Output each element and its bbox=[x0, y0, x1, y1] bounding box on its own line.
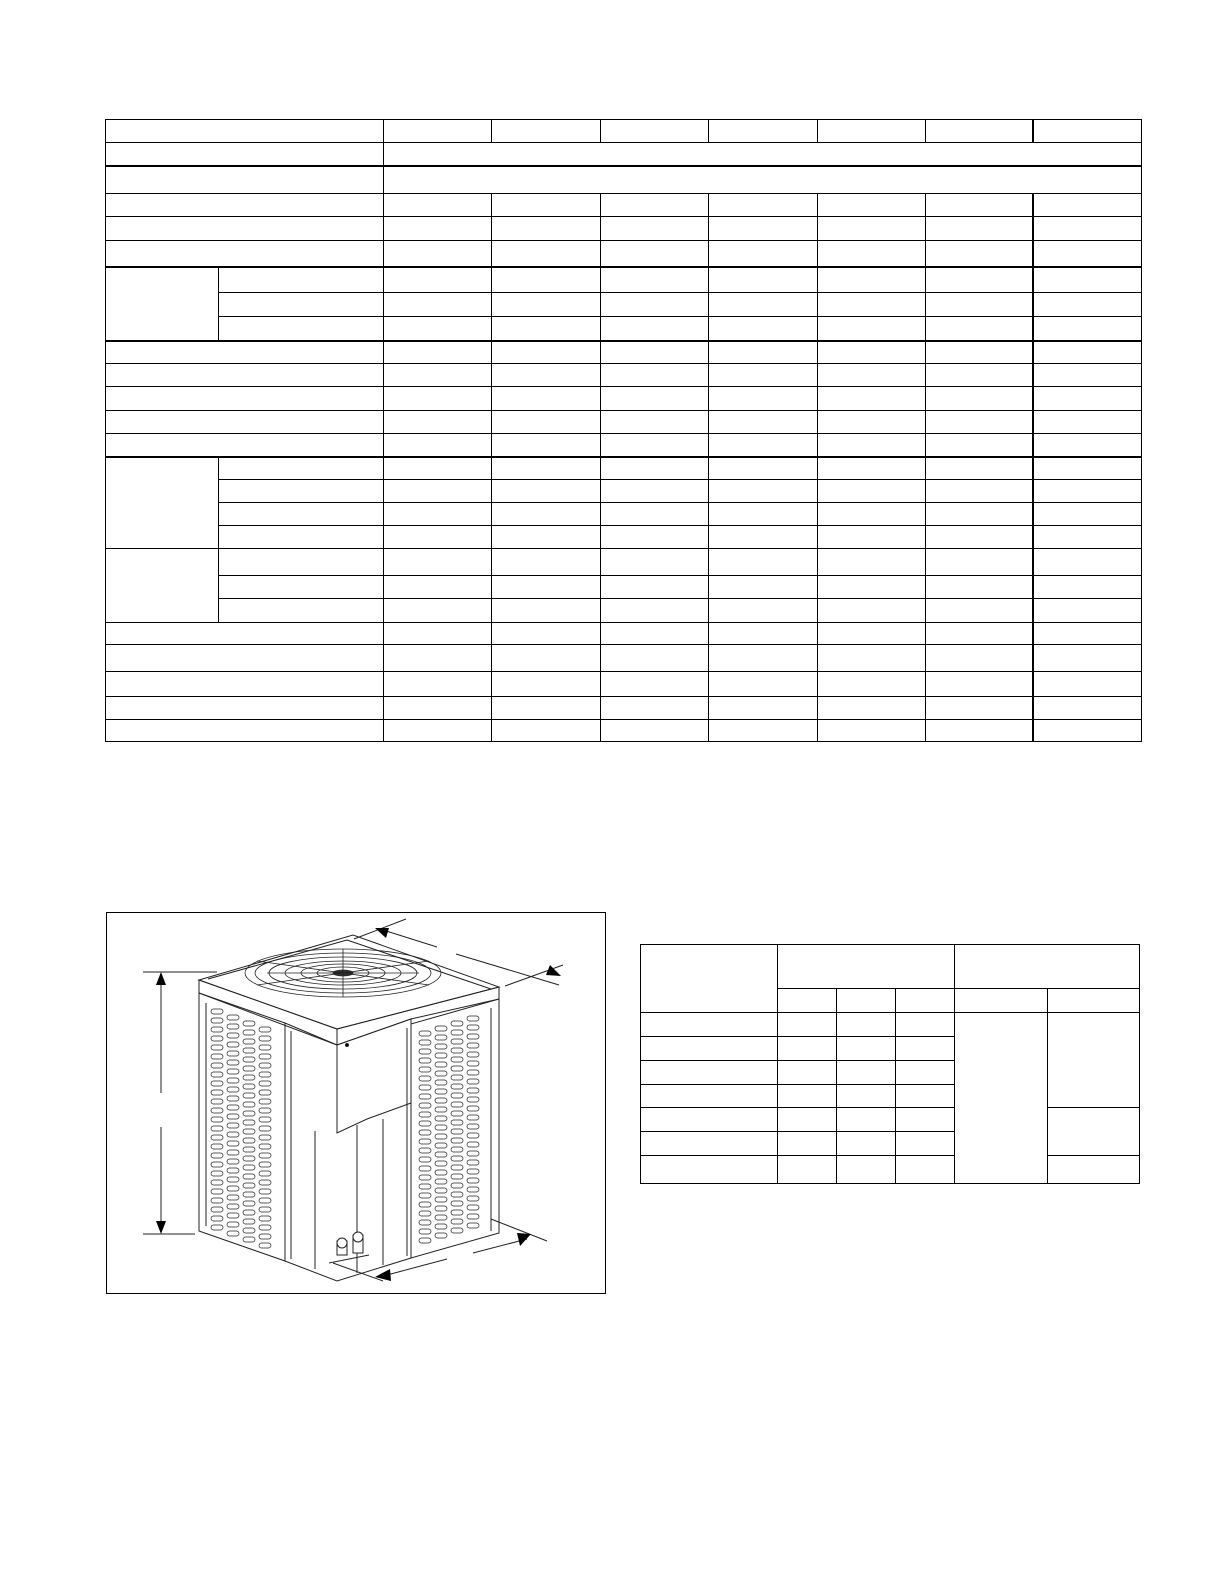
coil-louver bbox=[451, 1147, 463, 1152]
row-divider bbox=[641, 1155, 954, 1156]
coil-louver bbox=[467, 1079, 479, 1084]
row-divider bbox=[218, 316, 1141, 317]
coil-louver bbox=[227, 1123, 239, 1128]
row-divider bbox=[641, 1084, 954, 1085]
coil-louver bbox=[451, 1057, 463, 1062]
coil-louver bbox=[227, 1132, 239, 1137]
service-valve-icon bbox=[329, 1232, 369, 1263]
coil-louver bbox=[451, 1030, 463, 1035]
coil-louver bbox=[467, 1043, 479, 1048]
row-divider bbox=[106, 216, 1141, 217]
coil-louver bbox=[419, 1031, 431, 1036]
column-divider bbox=[1032, 120, 1034, 142]
row-divider bbox=[106, 266, 1141, 268]
group-label-divider bbox=[218, 268, 219, 342]
coil-louver bbox=[243, 1174, 255, 1179]
coil-louver bbox=[419, 1229, 431, 1234]
coil-louver bbox=[419, 1103, 431, 1108]
coil-louver bbox=[419, 1040, 431, 1045]
coil-louver bbox=[259, 1099, 271, 1104]
coil-louver bbox=[227, 1051, 239, 1056]
coil-louver bbox=[243, 1156, 255, 1161]
coil-louver bbox=[243, 1048, 255, 1053]
coil-louver bbox=[435, 1152, 447, 1157]
condenser-unit-drawing bbox=[107, 913, 607, 1295]
column-divider bbox=[1032, 193, 1034, 741]
row-divider bbox=[106, 622, 1141, 623]
coil-louver bbox=[211, 1144, 223, 1149]
coil-louver bbox=[467, 1160, 479, 1165]
top-cover bbox=[199, 935, 499, 1045]
label-column-divider bbox=[383, 120, 384, 741]
coil-louver bbox=[227, 1060, 239, 1065]
coil-louver bbox=[211, 1090, 223, 1095]
coil-louver bbox=[435, 1233, 447, 1238]
coil-louver bbox=[211, 1072, 223, 1077]
coil-louver bbox=[211, 1108, 223, 1113]
coil-louver bbox=[243, 1201, 255, 1206]
coil-louver bbox=[419, 1202, 431, 1207]
service-panel bbox=[285, 1019, 411, 1281]
coil-louver bbox=[211, 1171, 223, 1176]
coil-louver bbox=[243, 1039, 255, 1044]
coil-louver bbox=[227, 1168, 239, 1173]
coil-louver bbox=[243, 1093, 255, 1098]
coil-louver bbox=[243, 1138, 255, 1143]
coil-louver bbox=[435, 1179, 447, 1184]
coil-louver bbox=[243, 1084, 255, 1089]
coil-louver bbox=[451, 1183, 463, 1188]
coil-louver bbox=[451, 1111, 463, 1116]
coil-louver bbox=[467, 1034, 479, 1039]
coil-louver bbox=[259, 1126, 271, 1131]
coil-louver bbox=[451, 1210, 463, 1215]
coil-louver bbox=[243, 1102, 255, 1107]
row-divider bbox=[641, 1131, 954, 1132]
coil-louver bbox=[435, 1053, 447, 1058]
coil-louver bbox=[451, 1084, 463, 1089]
coil-louver bbox=[451, 1192, 463, 1197]
coil-louver bbox=[467, 1223, 479, 1228]
row-divider bbox=[641, 1060, 954, 1061]
coil-louver bbox=[419, 1076, 431, 1081]
row-divider bbox=[106, 671, 1141, 672]
coil-louver bbox=[451, 1102, 463, 1107]
row-divider bbox=[106, 340, 1141, 342]
coil-louver bbox=[243, 1183, 255, 1188]
coil-louver bbox=[243, 1228, 255, 1233]
coil-louver bbox=[451, 1219, 463, 1224]
coil-louver bbox=[451, 1039, 463, 1044]
coil-louver bbox=[435, 1044, 447, 1049]
row-divider bbox=[218, 575, 1141, 576]
coil-louver bbox=[467, 1151, 479, 1156]
fan-grille-icon bbox=[245, 949, 441, 997]
row-divider bbox=[641, 1107, 954, 1108]
unit-dimension-figure bbox=[106, 912, 606, 1294]
coil-louver bbox=[467, 1169, 479, 1174]
coil-louver bbox=[435, 1143, 447, 1148]
coil-louver bbox=[467, 1196, 479, 1201]
coil-louver bbox=[435, 1026, 447, 1031]
row-divider bbox=[218, 525, 1141, 526]
coil-louver bbox=[259, 1045, 271, 1050]
coil-louver bbox=[259, 1027, 271, 1032]
coil-louver bbox=[419, 1184, 431, 1189]
coil-louver bbox=[243, 1192, 255, 1197]
coil-louver bbox=[211, 1225, 223, 1230]
coil-louver bbox=[451, 1120, 463, 1125]
coil-louver bbox=[259, 1171, 271, 1176]
coil-louver bbox=[259, 1135, 271, 1140]
coil-louver bbox=[451, 1093, 463, 1098]
header-divider bbox=[777, 988, 1139, 989]
column-divider bbox=[708, 120, 709, 142]
coil-louver bbox=[419, 1166, 431, 1171]
coil-louver bbox=[243, 1030, 255, 1035]
row-divider bbox=[106, 240, 1141, 241]
coil-louver bbox=[435, 1035, 447, 1040]
coil-louver bbox=[259, 1090, 271, 1095]
coil-louver bbox=[467, 1205, 479, 1210]
coil-louver bbox=[435, 1224, 447, 1229]
coil-louver bbox=[419, 1130, 431, 1135]
coil-louver bbox=[227, 1141, 239, 1146]
coil-louver bbox=[419, 1148, 431, 1153]
right-coil-panel bbox=[411, 999, 499, 1258]
column-divider bbox=[708, 193, 709, 741]
coil-louver bbox=[259, 1144, 271, 1149]
coil-louver bbox=[259, 1243, 271, 1248]
coil-louver bbox=[435, 1188, 447, 1193]
coil-louver bbox=[211, 1207, 223, 1212]
coil-louver bbox=[451, 1165, 463, 1170]
coil-louver bbox=[227, 1195, 239, 1200]
column-divider bbox=[954, 945, 955, 1183]
coil-louver bbox=[211, 1036, 223, 1041]
row-divider bbox=[106, 644, 1141, 645]
coil-louver bbox=[435, 1206, 447, 1211]
column-divider bbox=[817, 120, 818, 142]
row-divider bbox=[641, 1012, 1139, 1013]
row-divider bbox=[106, 386, 1141, 387]
coil-louver bbox=[259, 1036, 271, 1041]
coil-louver bbox=[259, 1072, 271, 1077]
coil-louver bbox=[467, 1025, 479, 1030]
coil-louver bbox=[259, 1054, 271, 1059]
coil-louver bbox=[419, 1085, 431, 1090]
coil-louver bbox=[211, 1018, 223, 1023]
coil-louver bbox=[419, 1193, 431, 1198]
coil-louver bbox=[435, 1080, 447, 1085]
dimensions-table bbox=[640, 944, 1140, 1184]
coil-louver bbox=[467, 1178, 479, 1183]
coil-louver bbox=[419, 1175, 431, 1180]
coil-louver bbox=[451, 1021, 463, 1026]
coil-louver bbox=[419, 1049, 431, 1054]
coil-louver bbox=[211, 1117, 223, 1122]
coil-louver bbox=[467, 1124, 479, 1129]
column-divider bbox=[817, 193, 818, 741]
row-divider bbox=[218, 479, 1141, 480]
row-divider bbox=[218, 292, 1141, 293]
coil-louver bbox=[211, 1153, 223, 1158]
coil-louver bbox=[451, 1228, 463, 1233]
coil-louver bbox=[211, 1054, 223, 1059]
coil-louver bbox=[227, 1069, 239, 1074]
coil-louver bbox=[211, 1198, 223, 1203]
column-divider bbox=[491, 193, 492, 741]
coil-louver bbox=[419, 1094, 431, 1099]
coil-louver bbox=[227, 1015, 239, 1020]
row-divider bbox=[106, 433, 1141, 434]
coil-louver bbox=[259, 1108, 271, 1113]
coil-louver bbox=[467, 1088, 479, 1093]
coil-louver bbox=[227, 1204, 239, 1209]
coil-louver bbox=[243, 1120, 255, 1125]
coil-louver bbox=[419, 1067, 431, 1072]
column-divider bbox=[836, 989, 837, 1183]
coil-louver bbox=[259, 1153, 271, 1158]
coil-louver bbox=[243, 1219, 255, 1224]
coil-louver bbox=[435, 1197, 447, 1202]
coil-louver bbox=[435, 1116, 447, 1121]
column-divider bbox=[491, 120, 492, 142]
coil-louver bbox=[227, 1078, 239, 1083]
coil-louver bbox=[259, 1207, 271, 1212]
coil-louver bbox=[227, 1024, 239, 1029]
coil-louver bbox=[435, 1062, 447, 1067]
coil-louver bbox=[243, 1057, 255, 1062]
row-divider bbox=[1047, 1107, 1139, 1108]
coil-louver bbox=[419, 1139, 431, 1144]
coil-louver bbox=[227, 1096, 239, 1101]
coil-louver bbox=[227, 1150, 239, 1155]
coil-louver bbox=[227, 1033, 239, 1038]
coil-louver bbox=[211, 1189, 223, 1194]
row-divider bbox=[106, 142, 1141, 143]
coil-louver bbox=[259, 1162, 271, 1167]
row-divider bbox=[106, 548, 1141, 549]
coil-louver bbox=[467, 1061, 479, 1066]
coil-louver bbox=[435, 1215, 447, 1220]
coil-louver bbox=[243, 1147, 255, 1152]
coil-louver bbox=[435, 1089, 447, 1094]
coil-louver bbox=[243, 1075, 255, 1080]
column-divider bbox=[925, 193, 926, 741]
coil-louver bbox=[211, 1063, 223, 1068]
coil-louver bbox=[211, 1135, 223, 1140]
coil-louver bbox=[211, 1126, 223, 1131]
column-divider bbox=[895, 989, 896, 1183]
coil-louver bbox=[243, 1210, 255, 1215]
coil-louver bbox=[227, 1177, 239, 1182]
coil-louver bbox=[211, 1099, 223, 1104]
coil-louver bbox=[227, 1042, 239, 1047]
width-dimension-arrow bbox=[354, 919, 563, 986]
coil-louver bbox=[451, 1156, 463, 1161]
coil-louver bbox=[419, 1211, 431, 1216]
coil-louver bbox=[227, 1159, 239, 1164]
coil-louver bbox=[227, 1186, 239, 1191]
row-divider bbox=[106, 456, 1141, 458]
row-divider bbox=[106, 165, 1141, 167]
coil-louver bbox=[419, 1121, 431, 1126]
coil-louver bbox=[467, 1115, 479, 1120]
coil-louver bbox=[211, 1216, 223, 1221]
coil-louver bbox=[451, 1201, 463, 1206]
row-divider bbox=[641, 1036, 954, 1037]
coil-louver bbox=[419, 1112, 431, 1117]
row-divider bbox=[106, 193, 1141, 194]
coil-louver bbox=[243, 1237, 255, 1242]
coil-louver bbox=[467, 1052, 479, 1057]
coil-louver bbox=[227, 1231, 239, 1236]
column-divider bbox=[600, 193, 601, 741]
coil-louver bbox=[243, 1111, 255, 1116]
coil-louver bbox=[451, 1138, 463, 1143]
coil-louver bbox=[211, 1162, 223, 1167]
coil-louver bbox=[467, 1016, 479, 1021]
coil-louver bbox=[259, 1234, 271, 1239]
coil-louver bbox=[259, 1117, 271, 1122]
column-divider bbox=[600, 120, 601, 142]
row-divider bbox=[106, 410, 1141, 411]
coil-louver bbox=[259, 1081, 271, 1086]
coil-louver bbox=[259, 1180, 271, 1185]
row-divider bbox=[106, 696, 1141, 697]
coil-louver bbox=[227, 1213, 239, 1218]
column-divider bbox=[925, 120, 926, 142]
coil-louver bbox=[211, 1027, 223, 1032]
coil-louver bbox=[243, 1129, 255, 1134]
coil-louver bbox=[419, 1238, 431, 1243]
coil-louver bbox=[243, 1021, 255, 1026]
coil-louver bbox=[259, 1216, 271, 1221]
coil-louver bbox=[243, 1165, 255, 1170]
coil-louver bbox=[435, 1161, 447, 1166]
row-divider bbox=[218, 502, 1141, 503]
coil-louver bbox=[227, 1087, 239, 1092]
coil-louver bbox=[211, 1045, 223, 1050]
coil-louver bbox=[227, 1114, 239, 1119]
coil-louver bbox=[259, 1225, 271, 1230]
row-divider bbox=[106, 363, 1141, 364]
coil-louver bbox=[467, 1133, 479, 1138]
coil-louver bbox=[227, 1105, 239, 1110]
coil-louver bbox=[435, 1134, 447, 1139]
column-divider bbox=[777, 945, 778, 1183]
coil-louver bbox=[467, 1097, 479, 1102]
coil-louver bbox=[467, 1070, 479, 1075]
coil-louver bbox=[467, 1187, 479, 1192]
coil-louver bbox=[211, 1081, 223, 1086]
coil-louver bbox=[467, 1106, 479, 1111]
coil-louver bbox=[435, 1071, 447, 1076]
coil-louver bbox=[451, 1129, 463, 1134]
coil-louver bbox=[259, 1189, 271, 1194]
coil-louver bbox=[259, 1063, 271, 1068]
coil-louver bbox=[211, 1009, 223, 1014]
coil-louver bbox=[451, 1075, 463, 1080]
coil-louver bbox=[451, 1048, 463, 1053]
coil-louver bbox=[227, 1222, 239, 1227]
coil-louver bbox=[419, 1157, 431, 1162]
coil-louver bbox=[419, 1058, 431, 1063]
coil-louver bbox=[259, 1198, 271, 1203]
coil-louver bbox=[451, 1066, 463, 1071]
column-divider bbox=[1047, 989, 1048, 1183]
row-divider bbox=[1047, 1155, 1139, 1156]
coil-louver bbox=[243, 1066, 255, 1071]
coil-louver bbox=[435, 1098, 447, 1103]
coil-louver bbox=[419, 1220, 431, 1225]
row-divider bbox=[218, 598, 1141, 599]
coil-louver bbox=[467, 1214, 479, 1219]
coil-louver bbox=[435, 1125, 447, 1130]
coil-louver bbox=[211, 1180, 223, 1185]
row-divider bbox=[106, 719, 1141, 720]
coil-louver bbox=[467, 1142, 479, 1147]
coil-louver bbox=[435, 1107, 447, 1112]
left-coil-panel bbox=[199, 993, 285, 1261]
coil-louver bbox=[451, 1174, 463, 1179]
specifications-table bbox=[105, 119, 1142, 742]
coil-louver bbox=[435, 1170, 447, 1175]
